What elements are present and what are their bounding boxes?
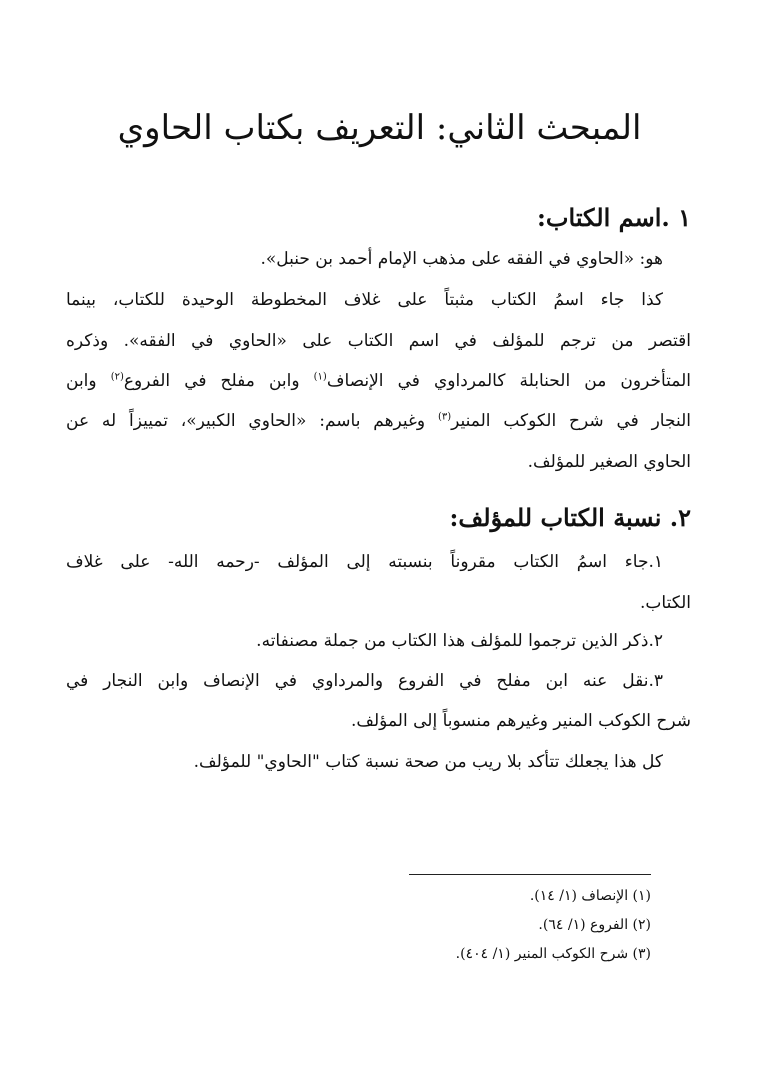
footnote: (٣) شرح الكوكب المنير (١/ ٤٠٤). [455,946,651,962]
list-item-continuation: شرح الكوكب المنير وغيرهم منسوباً إلى المؤلف. [351,711,691,731]
line-segment: وابن مفلح في الفروع [123,371,300,391]
footnote-ref: (٢) [110,371,124,383]
footnote: (١) الإنصاف (١/ ١٤). [529,888,651,904]
page-title: المبحث الثاني: التعريف بكتاب الحاوي [117,108,642,148]
section-heading-attribution: ٢. نسبة الكتاب للمؤلف: [449,503,691,532]
conclusion-line: كل هذا يجعلك تتأكد بلا ريب من صحة نسبة كتاب "الحاوي" للمؤلف. [193,752,663,772]
list-item: ٢.ذكر الذين ترجموا للمؤلف هذا الكتاب من جملة مصنفاته. [256,631,663,651]
list-item: ٣.نقل عنه ابن مفلح في الفروع والمرداوي في الإنصاف وابن النجار في [66,671,663,691]
list-item: ١.جاء اسمُ الكتاب مقروناً بنسبته إلى المؤلف -رحمه الله- على غلاف [66,552,663,572]
footnote: (٢) الفروع (١/ ٦٤). [538,917,651,933]
paragraph-line: هو: «الحاوي في الفقه على مذهب الإمام أحمد بن حنبل». [260,249,663,269]
paragraph-line: كذا جاء اسمُ الكتاب مثبتاً على غلاف المخطوطة الوحيدة للكتاب، بينما [66,290,663,310]
footnote-ref: (٣) [437,411,452,423]
line-segment: وابن [66,371,97,391]
list-item-continuation: الكتاب. [639,593,691,613]
paragraph-line: اقتصر من ترجم للمؤلف في اسم الكتاب على «الحاوي في الفقه». وذكره [66,331,691,351]
paragraph-line-with-refs [66,362,691,400]
section-heading-book-name: ١ .اسم الكتاب: [537,203,691,232]
footnote-ref: (١) [313,371,327,383]
line-segment: النجار في شرح الكوكب المنير [451,411,691,431]
footnote-divider [409,874,651,875]
paragraph-line-with-refs [66,402,691,440]
line-segment: وغيرهم باسم: «الحاوي الكبير»، تمييزاً له عن [66,411,426,431]
paragraph-line: الحاوي الصغير للمؤلف. [527,452,691,472]
line-segment: المتأخرون من الحنابلة كالمرداوي في الإنصاف [326,371,691,391]
